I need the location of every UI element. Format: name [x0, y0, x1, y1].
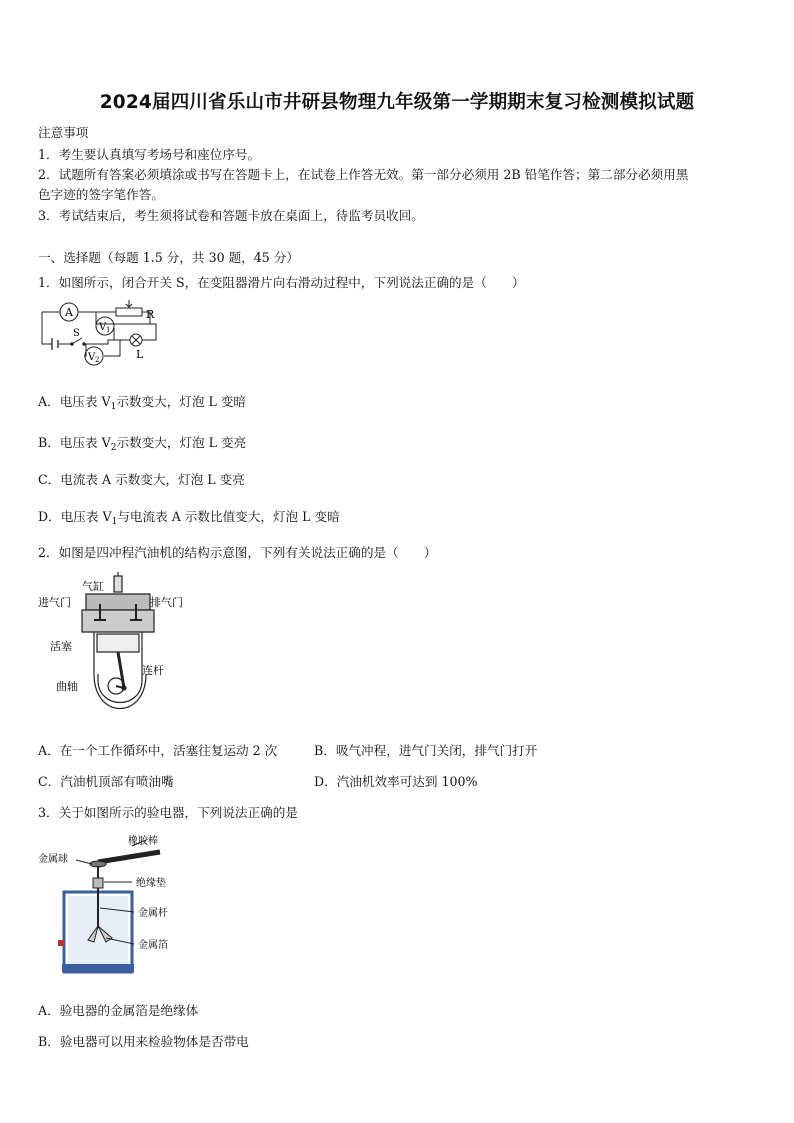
question-2-option-a: A．在一个工作循环中，活塞往复运动 2 次 [38, 743, 278, 758]
question-1-option-b: B．电压表 $V_2$示数变大，灯泡 L 变亮 [38, 435, 247, 453]
question-1-option-c: C．电流表 A 示数变大，灯泡 L 变亮 [38, 472, 245, 487]
question-3-option-a: A．验电器的金属箔是绝缘体 [38, 1003, 199, 1018]
electroscope-diagram [36, 830, 186, 976]
question-2-option-c: C．汽油机顶部有喷油嘴 [38, 774, 174, 789]
notice-item: 2．试题所有答案必须填涂或书写在答题卡上，在试卷上作答无效。第一部分必须用 2B 铅笔作答；第二部分必须用黑 [38, 167, 689, 182]
question-2-stem: 2．如图是四冲程汽油机的结构示意图，下列有关说法正确的是（ ） [38, 545, 437, 560]
question-3-stem: 3．关于如图所示的验电器，下列说法正确的是 [38, 805, 298, 820]
ammeter-label: A [65, 306, 73, 319]
v2-subscript: 2 [95, 356, 100, 364]
metal-rod-label: 金属杆 [138, 908, 168, 919]
metal-ball-label: 金属球 [38, 854, 68, 865]
lamp-label: L [136, 348, 144, 361]
insulator-label: 绝缘垫 [136, 878, 166, 889]
v2-label: V [88, 352, 96, 363]
rod-label: 连杆 [142, 664, 164, 677]
intake-label: 进气门 [38, 596, 71, 609]
cylinder-label: 气缸 [82, 580, 104, 593]
notice-item: 3．考试结束后，考生须将试卷和答题卡放在桌面上，待监考员收回。 [38, 208, 424, 223]
notice-item: 1．考生要认真填写考场号和座位序号。 [38, 147, 261, 162]
resistor-label: R [146, 308, 155, 321]
question-1-option-a: A．电压表 $V_1$示数变大，灯泡 L 变暗 [38, 394, 247, 412]
question-1-stem: 1．如图所示，闭合开关 S，在变阻器滑片向右滑动过程中，下列说法正确的是（ ） [38, 275, 525, 290]
question-3-option-b: B．验电器可以用来检验物体是否带电 [38, 1034, 249, 1049]
metal-foil-label: 金属箔 [138, 940, 168, 951]
v1-label: V [99, 322, 107, 333]
page-title: 2024届四川省乐山市井研县物理九年级第一学期期末复习检测模拟试题 [99, 92, 695, 113]
section-heading: 一、选择题（每题 1.5 分，共 30 题，45 分） [38, 250, 300, 265]
notice-item: 色字迹的签字笔作答。 [38, 187, 164, 202]
crank-label: 曲轴 [56, 680, 78, 693]
v1-subscript: 1 [106, 326, 111, 334]
notice-heading: 注意事项 [38, 125, 89, 140]
question-2-option-d: D．汽油机效率可达到 100% [314, 774, 478, 789]
circuit-diagram [36, 296, 166, 368]
rubber-rod-label: 橡胶棒 [128, 836, 158, 847]
switch-label: S [73, 328, 80, 339]
exhaust-label: 排气门 [150, 596, 183, 609]
piston-label: 活塞 [50, 640, 72, 653]
engine-diagram [36, 570, 206, 720]
question-1-option-d: D．电压表 $V_1$与电流表 A 示数比值变大，灯泡 L 变暗 [38, 509, 340, 527]
question-2-option-b: B．吸气冲程，进气门关闭，排气门打开 [314, 743, 538, 758]
